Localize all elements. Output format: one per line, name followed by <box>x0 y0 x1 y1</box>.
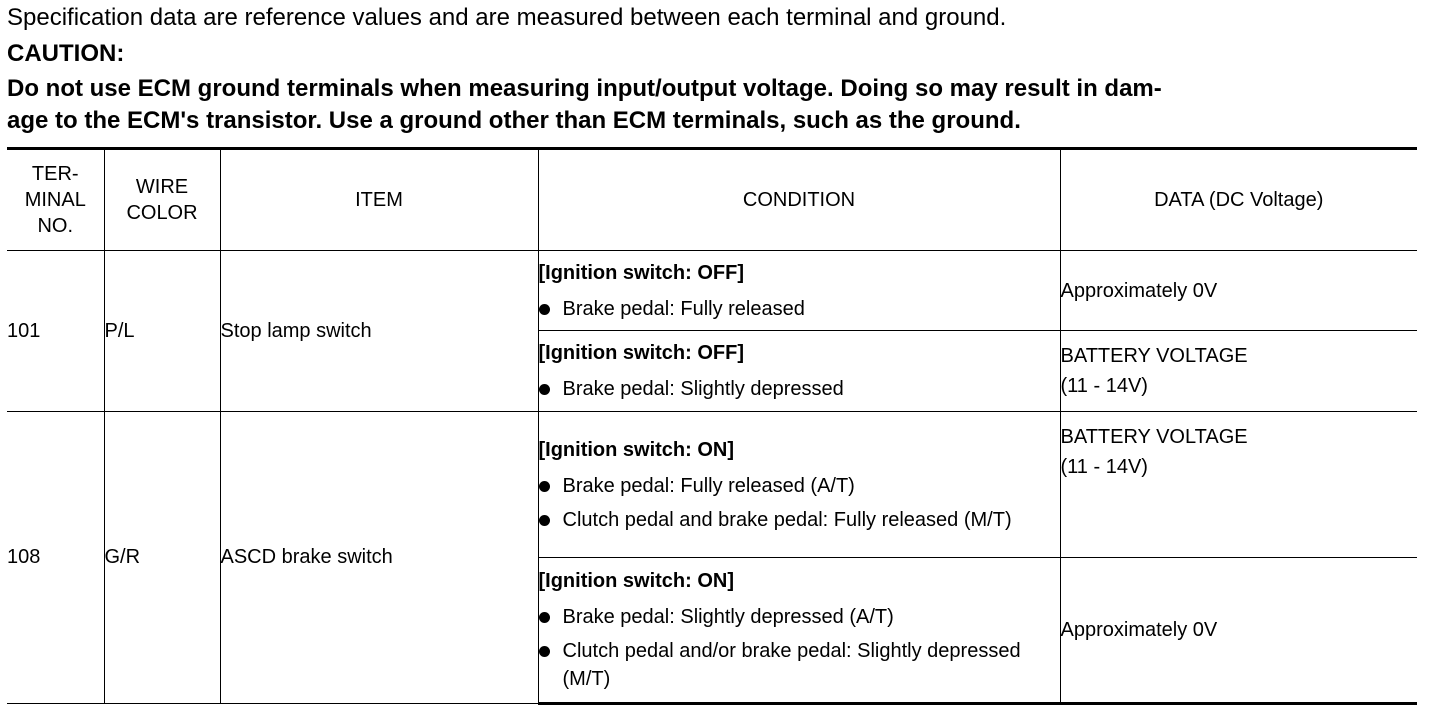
bullet-icon <box>539 612 550 623</box>
header-terminal-line: NO. <box>37 215 74 237</box>
header-terminal-no <box>7 149 104 251</box>
bullet-icon <box>539 481 550 492</box>
table-row <box>7 412 1417 558</box>
condition-bullet-text: Brake pedal: Fully released <box>562 297 805 320</box>
wire-color: P/L <box>104 251 220 412</box>
condition-cell <box>538 331 1060 412</box>
header-condition: CONDITION <box>538 149 1060 251</box>
condition-bullet <box>539 375 1060 403</box>
caution-text <box>7 73 1407 137</box>
data-value: BATTERY VOLTAGE <box>1060 345 1248 367</box>
condition-bullet <box>539 295 1060 323</box>
data-cell <box>1060 331 1417 412</box>
condition-bullet <box>539 603 1060 631</box>
caution-line-1: Do not use ECM ground terminals when measuring input/output voltage. Doing so may result in dam- <box>7 75 1162 102</box>
condition-bullet-text: Clutch pedal and brake pedal: Fully released (M/T) <box>562 508 1012 531</box>
condition-cell <box>538 251 1060 331</box>
table-row <box>7 251 1417 331</box>
condition-bullet <box>539 472 1060 500</box>
data-value: (11 - 14V) <box>1060 375 1148 397</box>
data-cell <box>1060 558 1417 704</box>
condition-title: [Ignition switch: ON] <box>538 570 735 592</box>
data-value: Approximately 0V <box>1060 619 1218 641</box>
condition-title: [Ignition switch: OFF] <box>538 342 745 364</box>
condition-bullet-text: Brake pedal: Fully released (A/T) <box>562 474 855 497</box>
data-value: (11 - 14V) <box>1060 456 1148 478</box>
wire-color: G/R <box>104 412 220 704</box>
condition-cell <box>538 412 1060 558</box>
condition-title: [Ignition switch: ON] <box>538 438 735 461</box>
intro-text: Specification data are reference values and are measured between each terminal and ground. <box>7 4 1007 31</box>
bullet-icon <box>539 646 550 657</box>
condition-bullet-text: Clutch pedal and/or brake pedal: Slightly depressed (M/T) <box>562 640 1021 690</box>
item-name: Stop lamp switch <box>220 251 538 412</box>
data-cell <box>1060 251 1417 331</box>
terminal-spec-table <box>7 147 1417 705</box>
header-wire-color <box>104 149 220 251</box>
condition-cell <box>538 558 1060 704</box>
condition-bullet <box>539 506 1060 534</box>
header-terminal-line: TER- <box>31 163 79 185</box>
header-terminal-line: MINAL <box>24 189 86 211</box>
header-wire-line: WIRE <box>135 176 189 198</box>
table-header-row <box>7 149 1417 251</box>
condition-bullet-text: Brake pedal: Slightly depressed (A/T) <box>562 606 894 628</box>
header-data: DATA (DC Voltage) <box>1060 149 1417 251</box>
bullet-icon <box>539 384 550 395</box>
data-cell <box>1060 412 1417 558</box>
data-value: BATTERY VOLTAGE <box>1060 426 1248 448</box>
header-item: ITEM <box>220 149 538 251</box>
bullet-icon <box>539 304 550 315</box>
terminal-number: 108 <box>7 412 104 704</box>
caution-heading: CAUTION: <box>7 40 125 67</box>
item-name: ASCD brake switch <box>220 412 538 704</box>
condition-bullet-text: Brake pedal: Slightly depressed <box>562 378 844 400</box>
terminal-number: 101 <box>7 251 104 412</box>
condition-bullet <box>539 637 1060 693</box>
header-wire-line: COLOR <box>126 202 198 224</box>
caution-line-2: age to the ECM's transistor. Use a ground other than ECM terminals, such as the ground. <box>7 107 1021 134</box>
condition-title: [Ignition switch: OFF] <box>538 261 745 284</box>
data-value: Approximately 0V <box>1060 279 1218 302</box>
bullet-icon <box>539 515 550 526</box>
